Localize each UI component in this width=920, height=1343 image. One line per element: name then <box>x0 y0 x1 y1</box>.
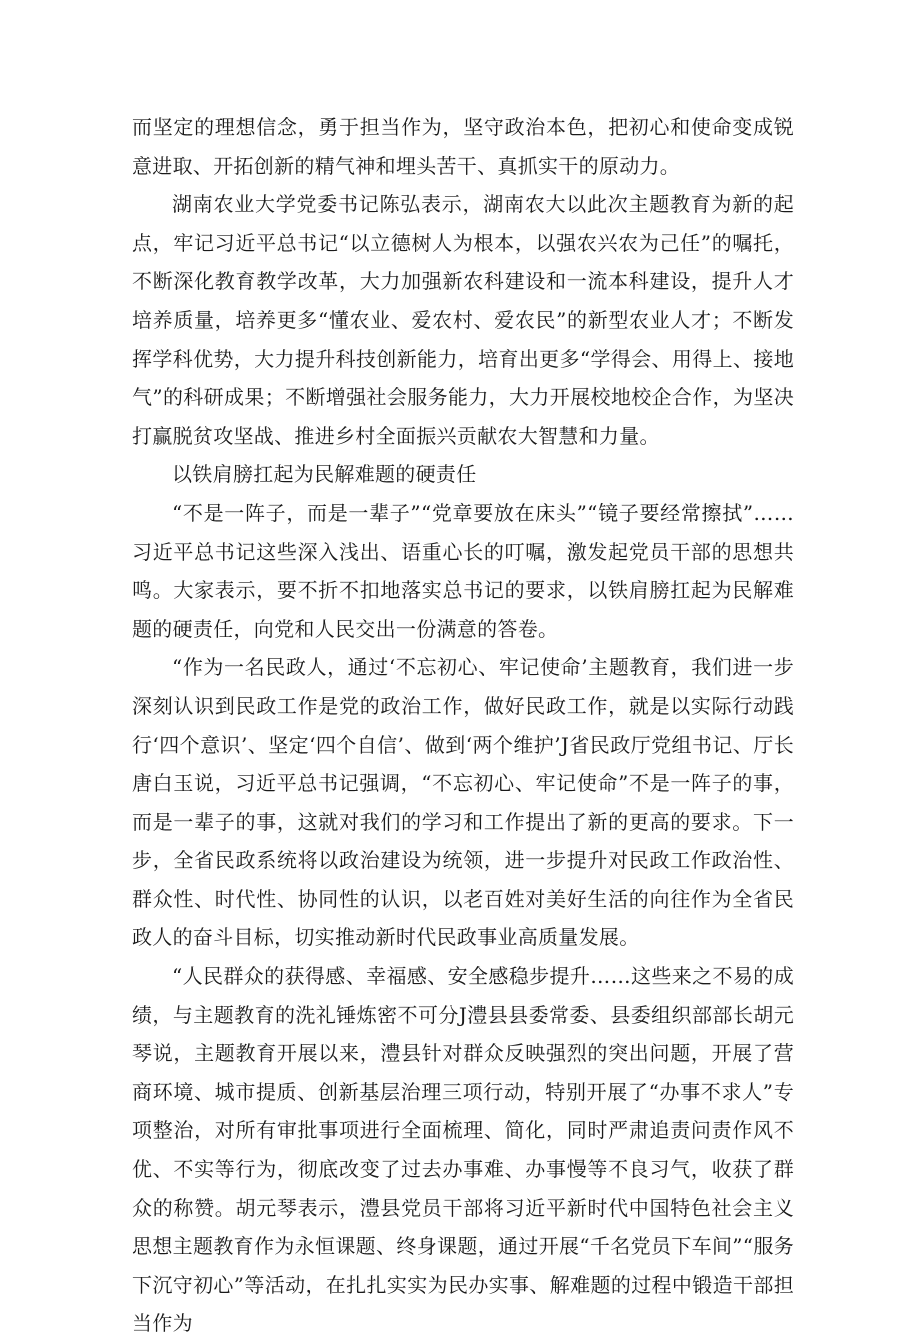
paragraph-responsibility: “不是一阵子，而是一辈子”“党章要放在床头”“镜子要经常擦拭”……习近平总书记这些深入浅出、语重心长的叮嘱，激发起党员干部的思想共鸣。大家表示，要不折不扣地落实总书记的要求，以铁肩膀扛起为民解难题的硬责任，向党和人民交出一份满意的答卷。 <box>132 500 794 641</box>
section-subheading: 以铁肩膀扛起为民解难题的硬责任 <box>172 462 477 487</box>
paragraph-continuation: 而坚定的理想信念，勇于担当作为，坚守政治本色，把初心和使命变成锐意进取、开拓创新的精气神和埋头苦干、真抓实干的原动力。 <box>132 115 794 178</box>
paragraph-lixian-county: “人民群众的获得感、幸福感、安全感稳步提升……这些来之不易的成绩，与主题教育的洗礼锤炼密不可分J澧县县委常委、县委组织部部长胡元琴说，主题教育开展以来，澧县针对群众反映强烈的突出问题，开展了营商环境、城市提质、创新基层治理三项行动，特别开展了“办事不求人”专项整治，对所有审批事项进行全面梳理、简化，同时严肃追责问责作风不优、不实等行为，彻底改变了过去办事难、办事慢等不良习气，收获了群众的称赞。胡元琴表示，澧县党员干部将习近平新时代中国特色社会主义思想主题教育作为永恒课题、终身课题，通过开展“千名党员下车间”“服务下沉守初心”等活动，在扎扎实实为民办实事、解难题的过程中锻造干部担当作为 <box>132 964 794 1336</box>
document-page <box>132 108 794 1343</box>
paragraph-hunan-agri-univ: 湖南农业大学党委书记陈弘表示，湖南农大以此次主题教育为新的起点，牢记习近平总书记“以立德树人为根本，以强农兴农为己任”的嘱托，不断深化教育教学改革，大力加强新农科建设和一流本科建设，提升人才培养质量，培养更多“懂农业、爱农村、爱农民”的新型农业人才；不断发挥学科优势，大力提升科技创新能力，培育出更多“学得会、用得上、接地气”的科研成果；不断增强社会服务能力，大力开展校地校企合作，为坚决打赢脱贫攻坚战、推进乡村全面振兴贡献农大智慧和力量。 <box>132 192 794 448</box>
paragraph-civil-affairs: “作为一名民政人，通过‘不忘初心、牢记使命’主题教育，我们进一步深刻认识到民政工作是党的政治工作，做好民政工作，就是以实际行动践行‘四个意识’、坚定‘四个自信’、做到‘两个维护’J省民政厅党组书记、厅长唐白玉说，习近平总书记强调，“不忘初心、牢记使命”不是一阵子的事，而是一辈子的事，这就对我们的学习和工作提出了新的更高的要求。下一步，全省民政系统将以政治建设为统领，进一步提升对民政工作政治性、群众性、时代性、协同性的认识，以老百姓对美好生活的向往作为全省民政人的奋斗目标，切实推动新时代民政事业高质量发展。 <box>132 655 794 950</box>
